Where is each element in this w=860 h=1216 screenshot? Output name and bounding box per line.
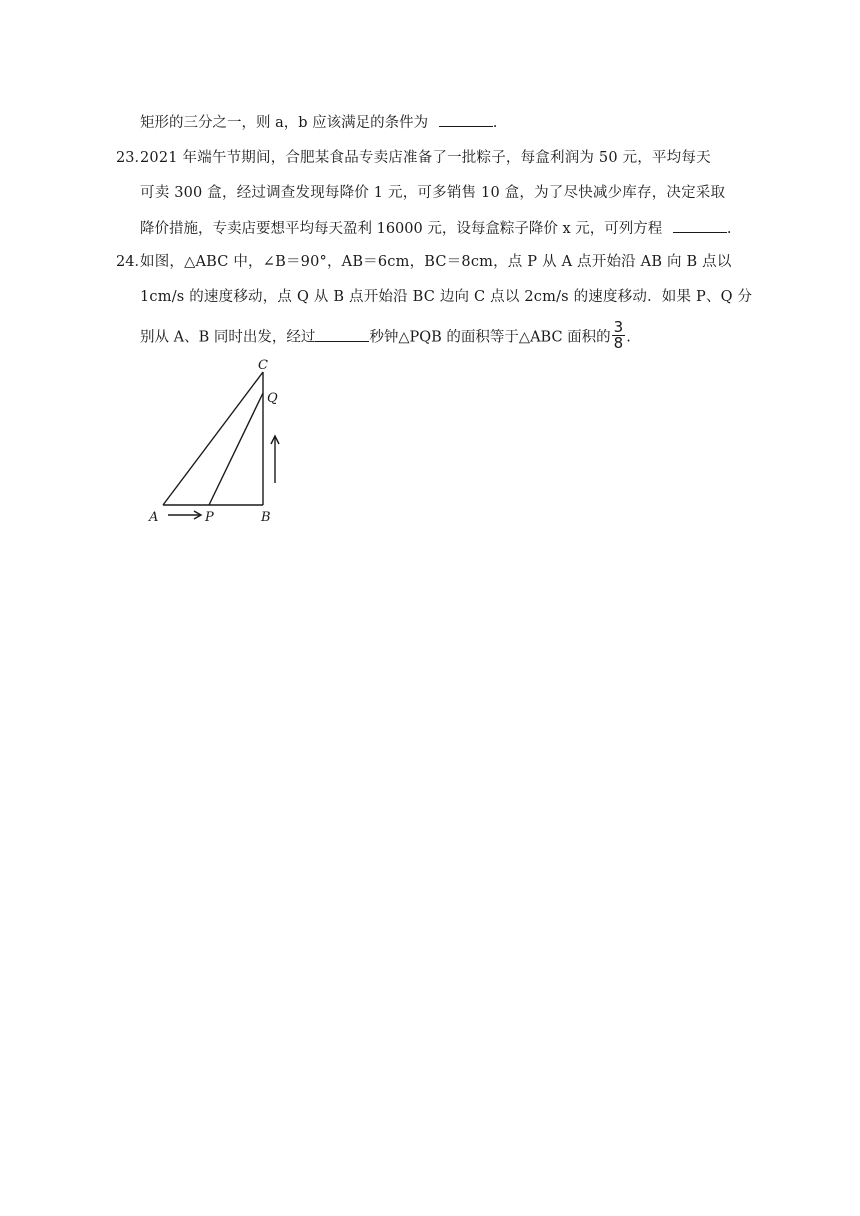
fraction-denominator: 8 (613, 334, 624, 352)
q22-end: . (492, 115, 498, 131)
fraction-numerator: 3 (613, 318, 624, 336)
q24-line-3 (140, 318, 631, 353)
q24-answer-blank (315, 327, 369, 342)
q22-tail-line (140, 112, 497, 133)
q23-end: . (726, 221, 732, 237)
q24-number: 24． (116, 254, 149, 270)
q24-line-1: 如图，△ABC 中，∠B＝90°，AB＝6cm，BC＝8cm，点 P 从 A 点开始沿 AB 向 B 点以 (140, 254, 732, 270)
triangle-figure (140, 355, 290, 530)
label-c: C (258, 358, 268, 373)
label-p: P (205, 510, 214, 525)
q23-line-1: 2021 年端午节期间，合肥某食品专卖店准备了一批粽子，每盒利润为 50 元，平均每天 (140, 150, 711, 166)
q24-fraction (612, 320, 626, 351)
q23-line-2: 可卖 300 盒，经过调查发现每降价 1 元，可多销售 10 盒，为了尽快减少库存，决定采取 (140, 185, 726, 201)
q24-end: . (626, 329, 631, 346)
q22-answer-blank (439, 112, 493, 127)
q23-line-3 (140, 218, 731, 239)
q24-line-3-text-a: 别从 A、B 同时出发，经过 (140, 329, 316, 346)
q23-answer-blank (673, 218, 727, 233)
q23-number: 23． (116, 150, 149, 166)
side-ac (163, 372, 263, 505)
q23-line-3-text: 降价措施，专卖店要想平均每天盈利 16000 元，设每盒粽子降价 x 元，可列方程 (140, 221, 663, 237)
label-a: A (149, 510, 159, 525)
q24-line-3-text-b: 秒钟△PQB 的面积等于△ABC 面积的 (369, 329, 611, 346)
q22-tail-text: 矩形的三分之一，则 a，b 应该满足的条件为 (140, 115, 429, 131)
q24-line-2: 1cm/s 的速度移动，点 Q 从 B 点开始沿 BC 边向 C 点以 2cm/s 的速度移动．如果 P、Q 分 (140, 289, 753, 305)
segment-pq (209, 393, 263, 505)
label-b: B (261, 510, 271, 525)
label-q: Q (267, 391, 278, 406)
